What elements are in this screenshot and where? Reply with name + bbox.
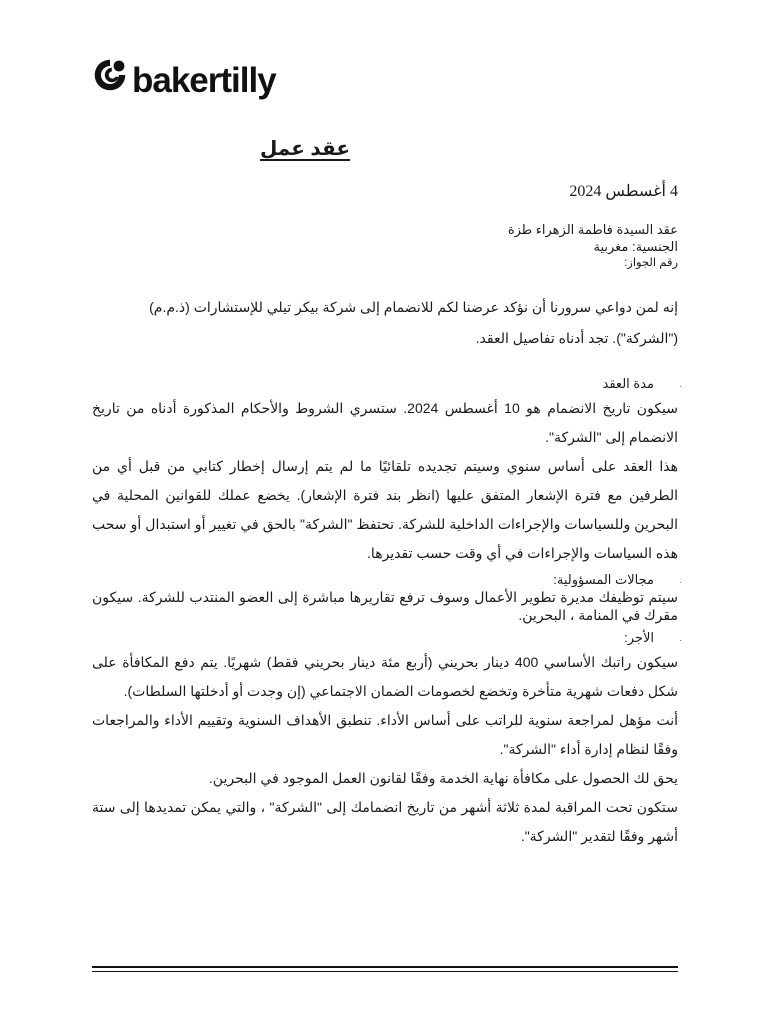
passport-number: رقم الجواز: [624, 257, 678, 269]
nationality: الجنسية: مغربية [593, 239, 678, 254]
recipient-block [92, 221, 678, 272]
salary-paragraph-3: يحق لك الحصول على مكافأة نهاية الخدمة وفقًا لقانون العمل الموجود في البحرين. [208, 770, 678, 786]
duration-paragraph-2: هذا العقد على أساس سنوي وسيتم تجديده تلقائيًا ما لم يتم إرسال إخطار كتابي من قبل أي من الطرفين مع فترة الإشعار المتفق عليها (انظر بند فترة الإشعار). يخضع عملك للقوانين المحلية في البحرين وللسياسات والإجراءات الداخلية للشركة. تحتفظ "الشركة" بالحق في تغيير أو استبدال أو سحب هذه السياسات والإجراءات في أي وقت حسب تقديرها. [92, 458, 678, 561]
intro-paragraph: إنه لمن دواعي سرورنا أن نؤكد عرضنا لكم للانضمام إلى شركة بيكر تيلي للإستشارات (ذ.م.م) ("الشركة"). تجد أدناه تفاصيل العقد. [149, 299, 678, 346]
document-title: عقد عمل [259, 138, 351, 160]
section-heading-salary: . الأجر: [624, 630, 682, 645]
responsibilities-paragraph: سيتم توظيفك مديرة تطوير الأعمال وسوف ترفع تقاريرها مباشرة إلى العضو المنتدب للشركة. سيكون مقرك في المنامة ، البحرين. [92, 589, 678, 623]
contract-document [92, 130, 682, 851]
bullet-marker: . [679, 575, 682, 585]
bullet-marker: . [679, 633, 682, 643]
logo-text: bakertilly [132, 60, 276, 100]
contract-for: عقد السيدة فاطمة الزهراء طزة [507, 222, 678, 237]
document-date: 4 أغسطس 2024 [569, 183, 678, 200]
section-heading-responsibilities: . مجالات المسؤولية: [553, 572, 682, 587]
footer-rule-thick [92, 966, 678, 968]
salary-paragraph-2: أنت مؤهل لمراجعة سنوية للراتب على أساس الأداء. تنطبق الأهداف السنوية وتقييم الأداء والمراجعات وفقًا لنظام إدارة أداء "الشركة". [92, 712, 678, 757]
duration-paragraph-1: سيكون تاريخ الانضمام هو 10 أغسطس 2024. ستسري الشروط والأحكام المذكورة أدناه من تاريخ الانضمام إلى "الشركة". [92, 400, 679, 445]
bakertilly-swirl-icon [92, 57, 128, 93]
footer-rule-thin [92, 971, 678, 972]
salary-paragraph-1: سيكون راتبك الأساسي 400 دينار بحريني (أربع مئة دينار بحريني فقط) شهريًا. يتم دفع المكافأة على شكل دفعات شهرية متأخرة وتخضع لخصومات الضمان الاجتماعي (إن وجدت أو أدخلتها السلطات). [92, 654, 678, 699]
section-heading-duration: . مدة العقد [602, 376, 682, 391]
bullet-marker: . [679, 379, 682, 389]
salary-paragraph-4: ستكون تحت المراقبة لمدة ثلاثة أشهر من تاريخ انضمامك إلى "الشركة" ، والتي يمكن تمديدها إلى ستة أشهر وفقًا لتقدير "الشركة". [92, 799, 678, 844]
company-logo [92, 54, 322, 106]
